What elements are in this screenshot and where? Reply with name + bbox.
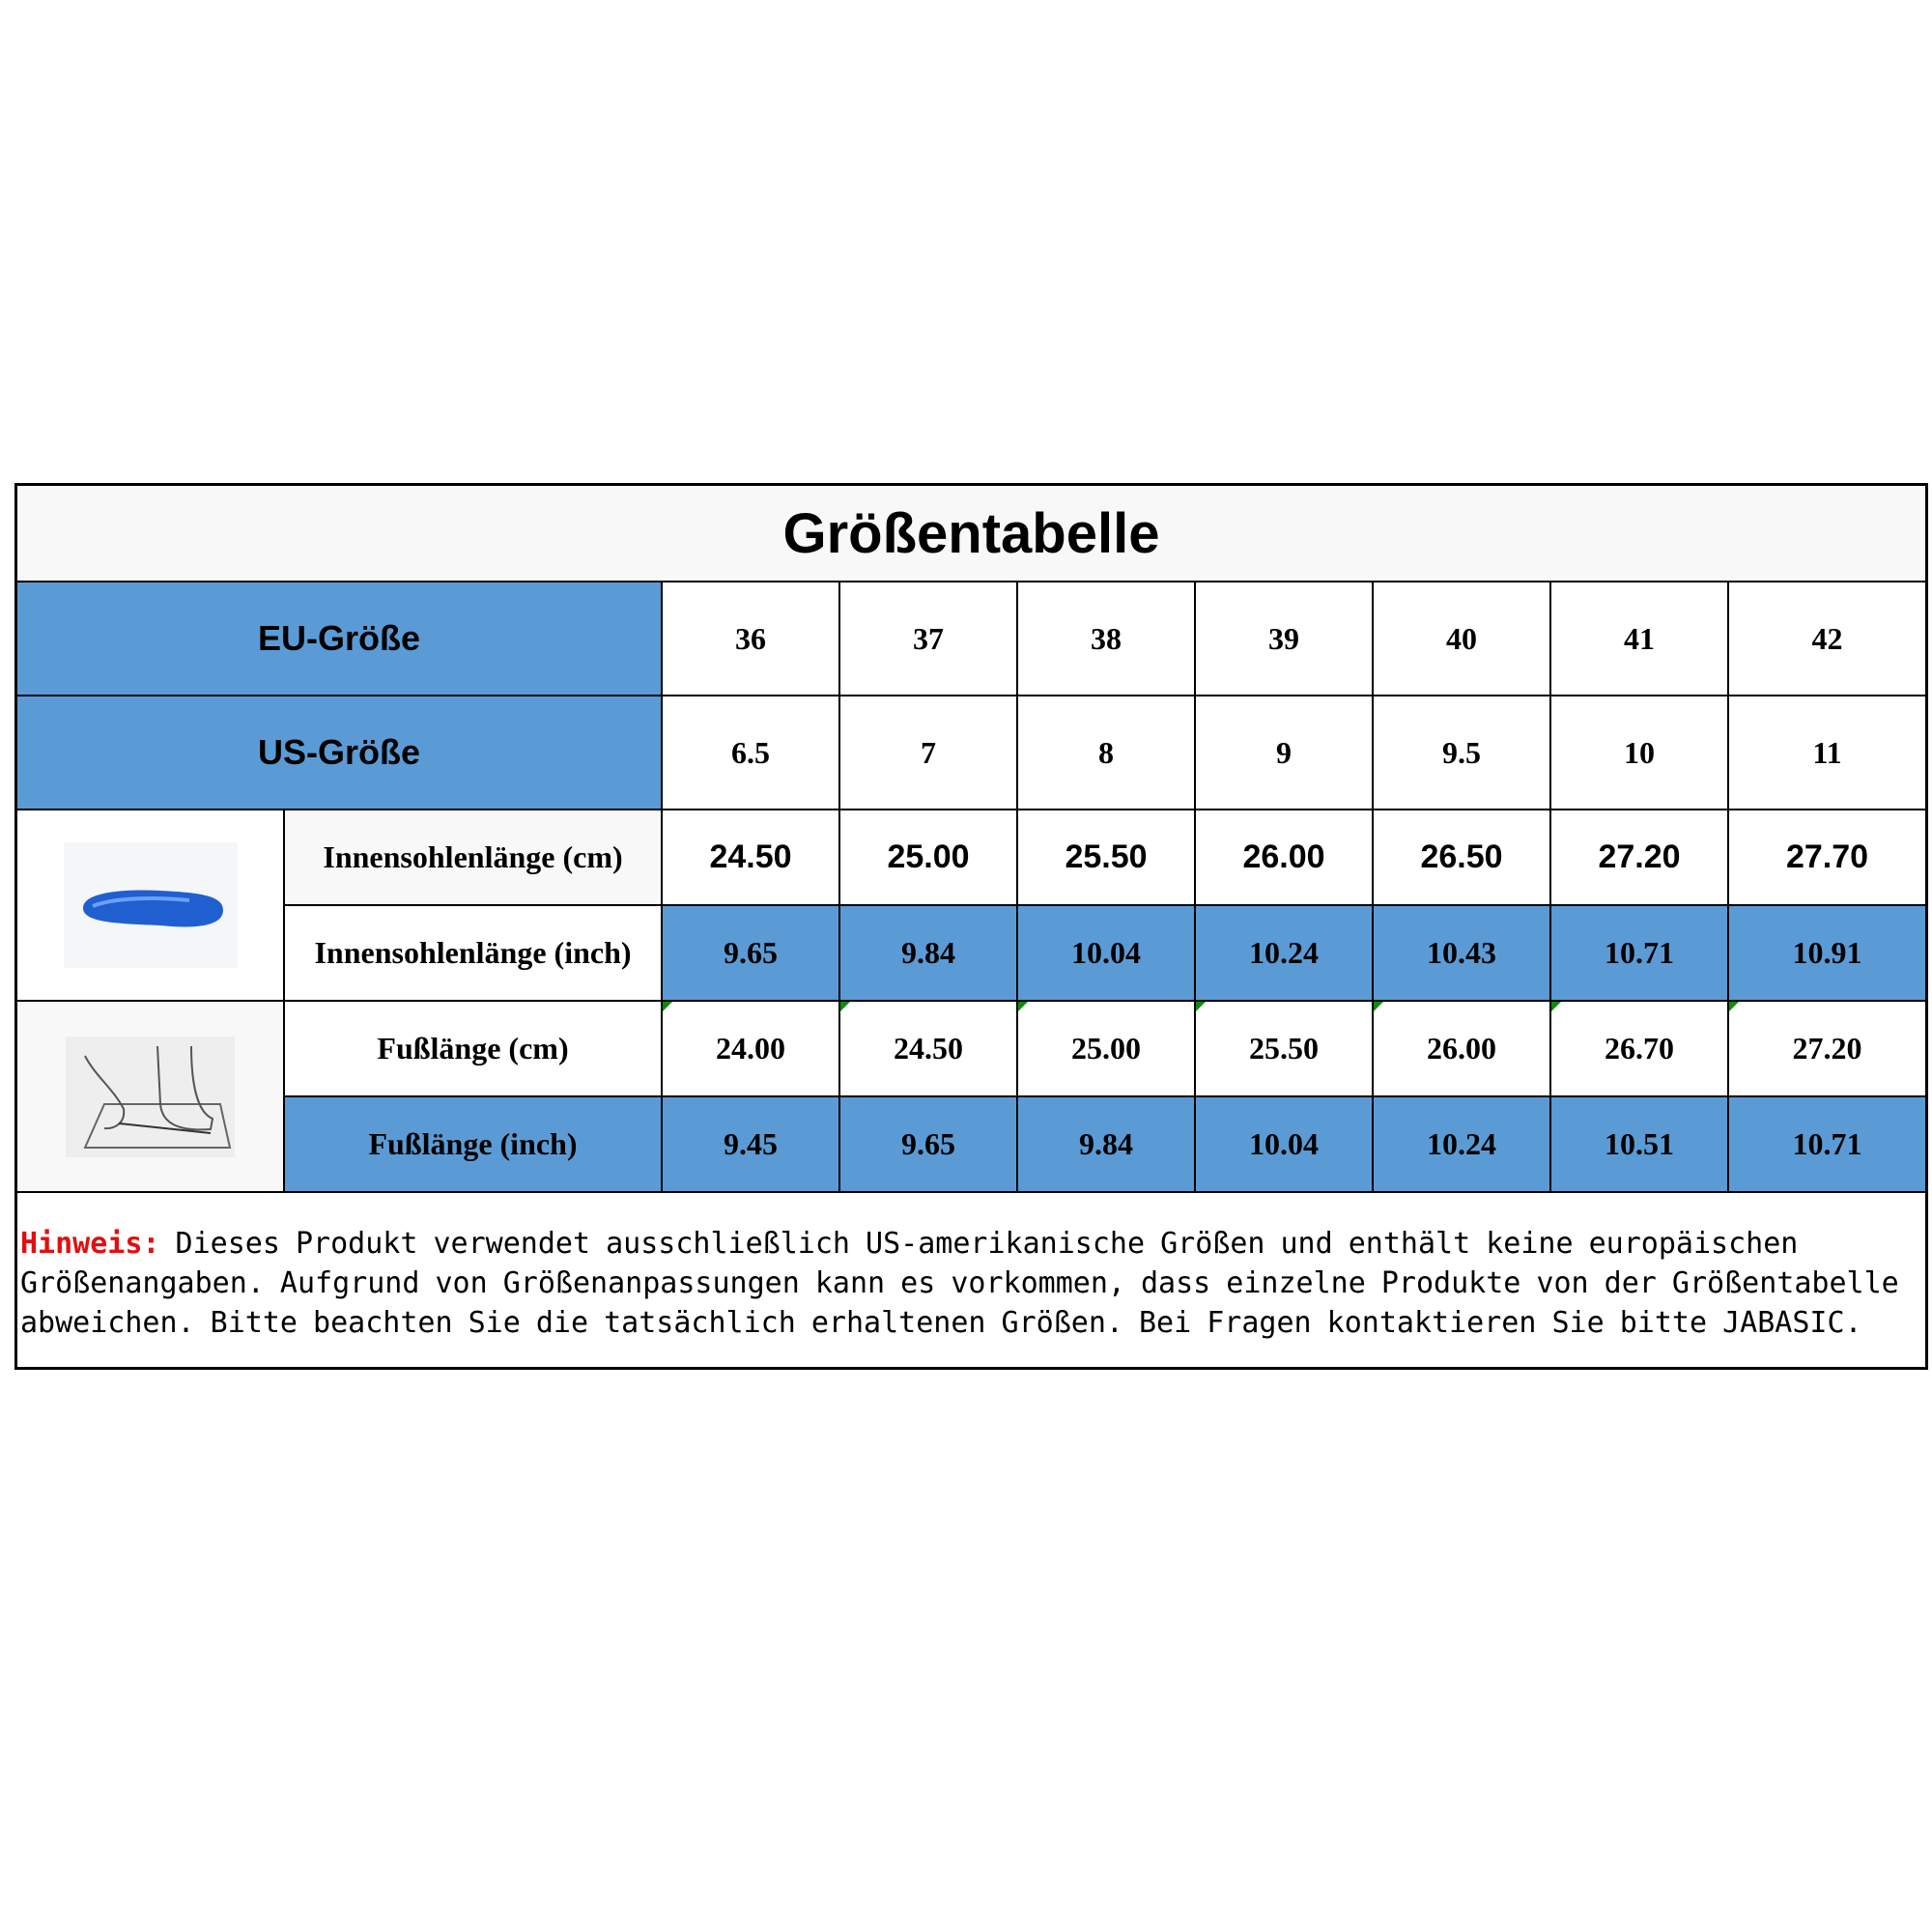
insole-inch-value: 9.65 xyxy=(663,906,840,1002)
eu-size-value: 36 xyxy=(663,582,840,696)
us-size-label: US-Größe xyxy=(17,696,663,810)
eu-size-value: 41 xyxy=(1551,582,1729,696)
chart-title: Größentabelle xyxy=(17,486,1925,582)
foot-cm-text: 24.00 xyxy=(716,1031,785,1065)
error-marker-icon xyxy=(1374,1002,1383,1011)
eu-size-value: 39 xyxy=(1196,582,1374,696)
insole-inch-value: 10.91 xyxy=(1729,906,1925,1002)
insole-cm-value: 24.50 xyxy=(663,810,840,906)
us-size-value: 10 xyxy=(1551,696,1729,810)
insole-cm-value: 25.50 xyxy=(1018,810,1196,906)
foot-inch-label: Fußlänge (inch) xyxy=(285,1097,663,1193)
foot-cm-value xyxy=(663,1002,840,1097)
note-prefix: Hinweis: xyxy=(20,1227,160,1261)
error-marker-icon xyxy=(840,1002,850,1011)
us-size-value: 8 xyxy=(1018,696,1196,810)
foot-cm-value xyxy=(1729,1002,1925,1097)
insole-cm-value: 27.20 xyxy=(1551,810,1729,906)
foot-cm-text: 26.70 xyxy=(1605,1031,1674,1065)
foot-measure-icon xyxy=(66,1037,235,1157)
foot-inch-value: 9.84 xyxy=(1018,1097,1196,1193)
foot-cm-text: 27.20 xyxy=(1792,1031,1862,1065)
eu-size-value: 42 xyxy=(1729,582,1925,696)
insole-inch-value: 10.71 xyxy=(1551,906,1729,1002)
foot-cm-value xyxy=(1196,1002,1374,1097)
error-marker-icon xyxy=(1729,1002,1739,1011)
eu-size-value: 37 xyxy=(840,582,1018,696)
foot-inch-value: 10.71 xyxy=(1729,1097,1925,1193)
insole-inch-value: 10.04 xyxy=(1018,906,1196,1002)
insole-icon xyxy=(64,842,238,968)
insole-image-cell xyxy=(17,810,285,1002)
us-size-value: 7 xyxy=(840,696,1018,810)
foot-inch-value: 10.04 xyxy=(1196,1097,1374,1193)
insole-cm-value: 25.00 xyxy=(840,810,1018,906)
foot-cm-value xyxy=(1374,1002,1551,1097)
insole-cm-label: Innensohlenlänge (cm) xyxy=(285,810,663,906)
insole-inch-value: 9.84 xyxy=(840,906,1018,1002)
insole-cm-value: 26.50 xyxy=(1374,810,1551,906)
size-chart xyxy=(14,483,1928,1370)
foot-image-cell xyxy=(17,1002,285,1193)
size-note xyxy=(17,1193,1925,1367)
eu-size-value: 40 xyxy=(1374,582,1551,696)
foot-cm-text: 26.00 xyxy=(1427,1031,1496,1065)
error-marker-icon xyxy=(1196,1002,1206,1011)
us-size-value: 11 xyxy=(1729,696,1925,810)
insole-inch-value: 10.24 xyxy=(1196,906,1374,1002)
foot-cm-value xyxy=(840,1002,1018,1097)
us-size-value: 6.5 xyxy=(663,696,840,810)
eu-size-value: 38 xyxy=(1018,582,1196,696)
foot-cm-value xyxy=(1018,1002,1196,1097)
insole-cm-value: 27.70 xyxy=(1729,810,1925,906)
insole-cm-value: 26.00 xyxy=(1196,810,1374,906)
foot-inch-value: 10.51 xyxy=(1551,1097,1729,1193)
insole-inch-value: 10.43 xyxy=(1374,906,1551,1002)
error-marker-icon xyxy=(663,1002,672,1011)
us-size-value: 9.5 xyxy=(1374,696,1551,810)
foot-inch-value: 9.65 xyxy=(840,1097,1018,1193)
foot-inch-value: 9.45 xyxy=(663,1097,840,1193)
foot-cm-text: 25.50 xyxy=(1249,1031,1319,1065)
note-text: Dieses Produkt verwendet ausschließlich US-amerikanische Größen und enthält keine europäischen Größenangaben. Aufgrund von Größenanpassungen kann es vorkommen, dass einzelne Produkte von der Größentabelle abweichen. Bitte beachten Sie die tatsächlich erhaltenen Größen. Bei Fragen kontaktieren Sie bitte JABASIC. xyxy=(20,1227,1899,1340)
insole-inch-label: Innensohlenlänge (inch) xyxy=(285,906,663,1002)
foot-inch-value: 10.24 xyxy=(1374,1097,1551,1193)
foot-cm-value xyxy=(1551,1002,1729,1097)
error-marker-icon xyxy=(1018,1002,1028,1011)
foot-cm-text: 25.00 xyxy=(1071,1031,1141,1065)
eu-size-label: EU-Größe xyxy=(17,582,663,696)
foot-cm-text: 24.50 xyxy=(894,1031,963,1065)
foot-cm-label: Fußlänge (cm) xyxy=(285,1002,663,1097)
error-marker-icon xyxy=(1551,1002,1561,1011)
us-size-value: 9 xyxy=(1196,696,1374,810)
